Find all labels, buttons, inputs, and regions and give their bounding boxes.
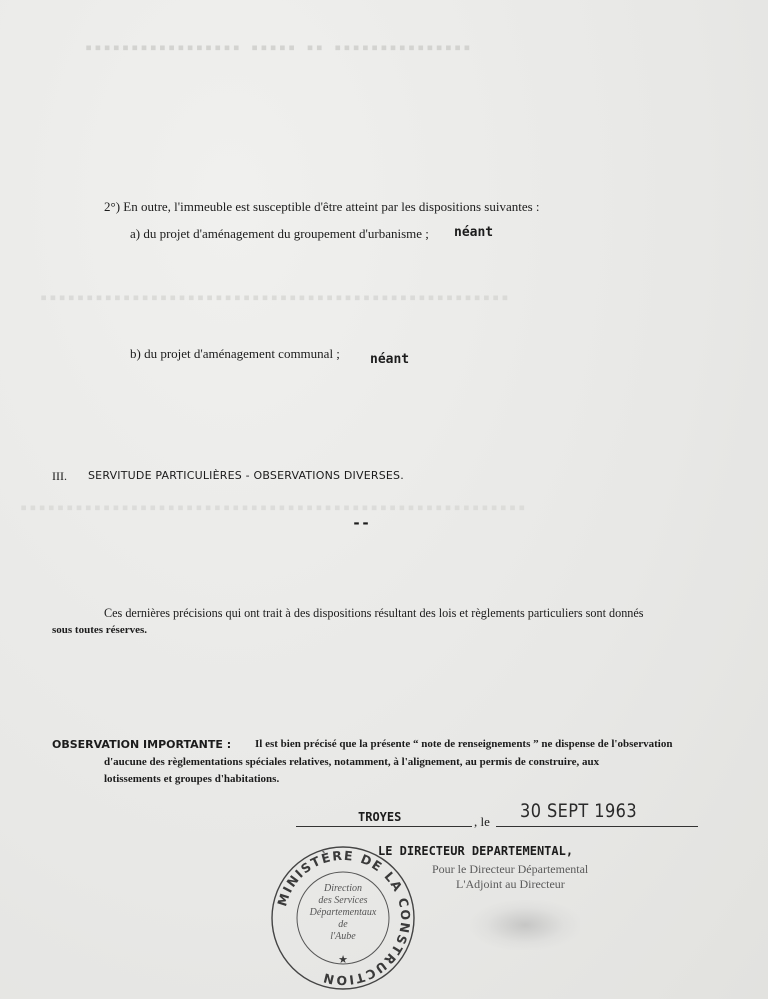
observation-line-3: lotissements et groupes d'habitations. (104, 773, 280, 785)
date-underline (496, 826, 698, 827)
signature-smudge (470, 900, 580, 950)
item-a-label: a) du projet d'aménagement du groupement d'urbanisme ; (130, 226, 429, 241)
adjoint-directeur: L'Adjoint au Directeur (456, 877, 565, 891)
city: TROYES (358, 810, 402, 824)
seal-inner-line: de (338, 919, 348, 930)
seal-inner-line: Départementaux (309, 907, 377, 918)
section3-value: -- (352, 514, 371, 532)
date-stamp: 30 SEPT 1963 (520, 800, 638, 822)
city-underline (296, 826, 472, 827)
svg-text:★: ★ (338, 953, 348, 966)
date-prefix: , le (474, 814, 490, 829)
seal-inner-line: l'Aube (330, 931, 356, 942)
pour-directeur: Pour le Directeur Départemental (432, 862, 589, 876)
item-b-label: b) du projet d'aménagement communal ; (130, 346, 340, 361)
seal-inner-line: Direction (324, 883, 362, 894)
section3-heading: SERVITUDE PARTICULIÈRES - OBSERVATIONS DIVERSES. (88, 469, 404, 482)
show-through-text: ▪▪▪▪▪▪▪▪▪▪▪▪▪▪▪▪▪ ▪▪▪▪▪ ▪▪ ▪▪▪▪▪▪▪▪▪▪▪▪▪▪▪ (85, 40, 473, 54)
show-through-text: ▪▪▪▪▪▪▪▪▪▪▪▪▪▪▪▪▪▪▪▪▪▪▪▪▪▪▪▪▪▪▪▪▪▪▪▪▪▪▪▪▪▪▪▪▪▪▪▪▪▪▪▪▪▪▪ (20, 500, 528, 514)
disclaimer-line-1: Ces dernières précisions qui ont trait à des dispositions résultant des lois et règlements particuliers sont donnés (104, 606, 644, 620)
seal-outer-text: MINISTÈRE DE LA CONSTRUCTION (274, 847, 414, 989)
director-title: LE DIRECTEUR DEPARTEMENTAL, (378, 844, 574, 858)
show-through-text: ▪▪▪▪▪▪▪▪▪▪▪▪▪▪▪▪▪▪▪▪▪▪▪▪▪▪▪▪▪▪▪▪▪▪▪▪▪▪▪▪▪▪▪▪▪▪▪▪▪▪▪ (40, 290, 511, 304)
observation-line-2: d'aucune des règlementations spéciales relatives, notamment, à l'alignement, au permis de construire, aux (104, 756, 600, 768)
seal-inner-line: des Services (318, 895, 368, 906)
item-b-value: néant (370, 352, 410, 367)
section2-intro: 2°) En outre, l'immeuble est susceptible d'être atteint par les dispositions suivantes : (104, 199, 540, 214)
observation-line-1: Il est bien précisé que la présente “ note de renseignements ” ne dispense de l'observation (255, 738, 673, 750)
item-a-value: néant (454, 225, 494, 240)
ministry-seal (268, 843, 418, 993)
observation-label: OBSERVATION IMPORTANTE : (52, 738, 232, 751)
disclaimer-line-2: sous toutes réserves. (52, 624, 148, 636)
section3-number: III. (52, 469, 67, 483)
